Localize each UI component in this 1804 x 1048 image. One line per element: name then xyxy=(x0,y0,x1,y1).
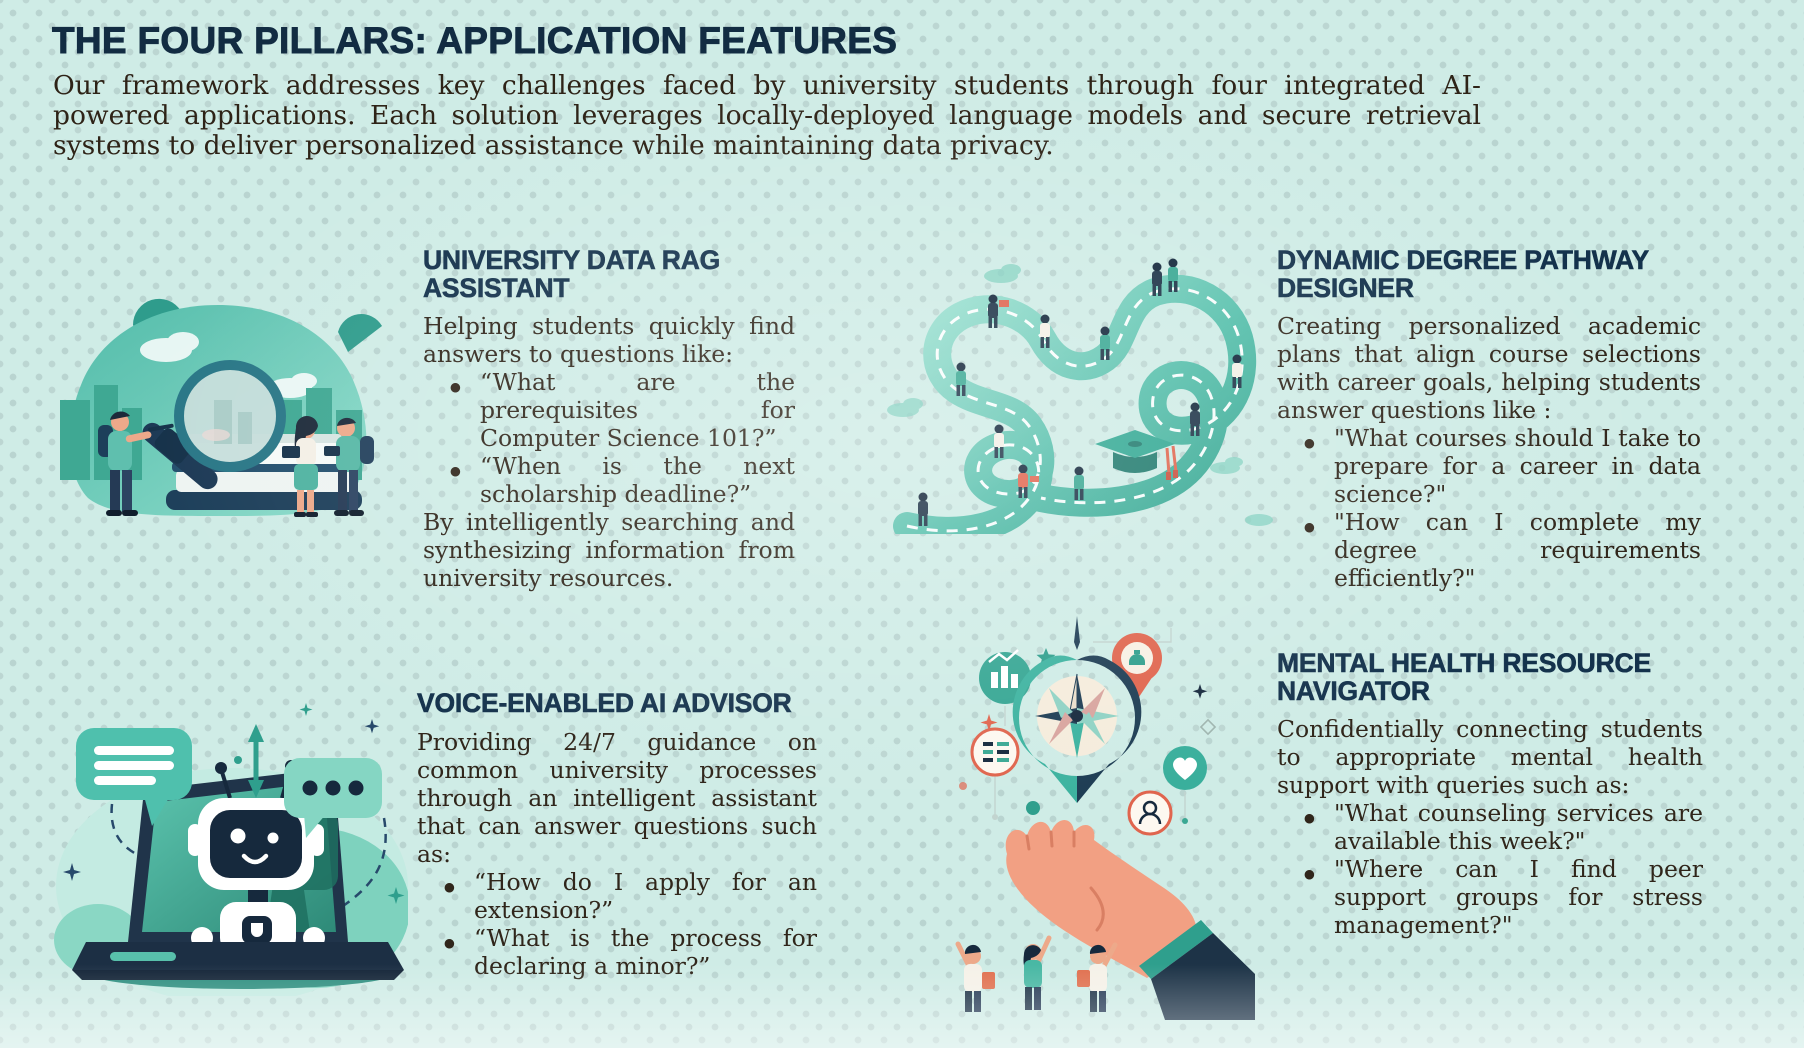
laptop-base xyxy=(72,942,404,980)
bullet-item: ● “When is the next scholarship deadline?” xyxy=(423,452,795,508)
robot-laptop-illustration xyxy=(52,640,408,996)
pillar-title: UNIVERSITY DATA RAG ASSISTANT xyxy=(423,245,721,303)
pillar-degree-pathway-designer xyxy=(1277,247,1701,592)
bullet-item: ● “What are the prerequisites for Computer Science 101?” xyxy=(423,368,795,452)
bullet-item: ● "What courses should I take to prepare for a career in data science?" xyxy=(1277,424,1701,508)
winding-road-illustration xyxy=(873,240,1273,534)
pillar-bullet-list xyxy=(1277,424,1701,592)
checklist-circle-icon xyxy=(972,729,1018,775)
bullet-item: ● "What counseling services are available this week?" xyxy=(1277,799,1703,855)
bullet-item: ● “What is the process for declaring a minor?” xyxy=(417,924,817,980)
pillar-voice-ai-advisor xyxy=(417,690,817,980)
pillar-university-data-rag xyxy=(423,247,795,592)
compass-rose-icon xyxy=(1035,674,1119,758)
pillar-title: MENTAL HEALTH RESOURCE NAVIGATOR xyxy=(1277,648,1651,706)
illustration-degree-pathway xyxy=(873,240,1273,538)
illustration-voice-ai-advisor xyxy=(52,640,408,1000)
pillar-bullet-list xyxy=(423,368,795,508)
heart-circle-icon xyxy=(1163,746,1207,790)
pillar-title: DYNAMIC DEGREE PATHWAY DESIGNER xyxy=(1277,245,1649,303)
pillar-lead: Providing 24/7 guidance on common university processes through an intelligent assistant that can answer questions such as: xyxy=(417,727,817,868)
pillar-bullet-list xyxy=(417,868,817,980)
supporting-hand-icon xyxy=(1006,820,1255,1020)
students-magnifying-glass-books-illustration xyxy=(38,250,398,520)
bullet-item: ● "Where can I find peer support groups for stress management?" xyxy=(1277,855,1703,939)
pillar-lead: Helping students quickly find answers to questions like: xyxy=(423,312,795,368)
hand-compass-illustration xyxy=(855,558,1255,1020)
students-reaching-up-figures xyxy=(958,938,1115,1012)
pillar-title: VOICE-ENABLED AI ADVISOR xyxy=(417,688,792,718)
pillar-lead: Confidentially connecting students to appropriate mental health support with queries such as: xyxy=(1277,715,1703,799)
intro-paragraph: Our framework addresses key challenges faced by university students through four integrated AI-powered applications. Each solution leverages locally-deployed language models and secure retrieval systems to deliver personalized assistance while maintaining data privacy. xyxy=(53,70,1481,161)
pillar-outro: By intelligently searching and synthesizing information from university resources. xyxy=(423,508,795,592)
person-circle-icon xyxy=(1129,792,1171,834)
pillar-mental-health-navigator xyxy=(1277,650,1703,939)
bullet-item: ● “How do I apply for an extension?” xyxy=(417,868,817,924)
pillar-bullet-list xyxy=(1277,799,1703,939)
illustration-university-data-rag xyxy=(38,250,398,524)
bullet-item: ● "How can I complete my degree requirements efficiently?" xyxy=(1277,508,1701,592)
pillar-lead: Creating personalized academic plans that align course selections with career goals, helping students answer questions like : xyxy=(1277,312,1701,424)
illustration-mental-health-navigator xyxy=(855,558,1255,1024)
location-pin-bell-icon xyxy=(1112,633,1162,700)
page-title: THE FOUR PILLARS: APPLICATION FEATURES xyxy=(52,20,898,61)
